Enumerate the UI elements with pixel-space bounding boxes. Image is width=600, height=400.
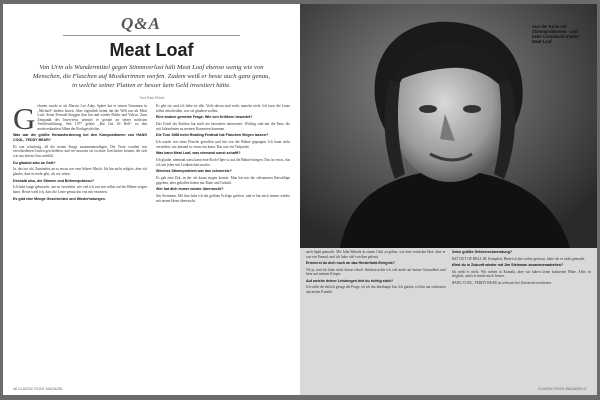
interview-question: Welches Stimmproblem war das schwerste?: [156, 169, 232, 174]
magazine-spread: [3, 4, 597, 395]
page-number-right: CLASSIC ROCK MAGAZIN 47: [537, 387, 587, 391]
right-columns: [306, 250, 591, 386]
photo-caption: Aus der Krise mit Stimmproblemen - und beim Comeback wieder: Meat Loaf: [532, 24, 580, 44]
interview-question: Deshalb also, die Stimme und Bühnenpräsenz?: [13, 178, 95, 183]
interview-answer: Oh ja, und ich habe mich davon erholt. Seitdem achte ich viel mehr auf meine Gesundheit und höre auf meinen Körper.: [306, 267, 446, 276]
interview-question: Wer hat dich immer wieder überrascht?: [156, 187, 224, 192]
interview-question: Du glaubst also an Gott?: [13, 160, 56, 165]
interview-question: Eine andere gemeine Frage: Wie von Kritikern bewertet?: [156, 115, 253, 120]
page-number-left: 46 CLASSIC ROCK MAGAZIN: [13, 387, 63, 391]
interview-answer: Es war schwierig, all die neuen Songs zusammenzufügen. Die Texte wurden von verschiedenen Leuten geschrieben, und wir mussten sie zu einer Geschichte formen, die sich wie aus einem Guss anfühlt.: [13, 144, 147, 158]
article-columns: [13, 101, 290, 382]
interview-answer: BAT OUT OF HELL III: Komplett. Hätte ich das vorher gewusst, hätte ich es nicht gemacht.: [451, 256, 586, 261]
right-column-1: [306, 250, 446, 386]
interview-question: Was kann Meat Loaf, was niemand sonst schafft?: [156, 151, 241, 156]
interview-question: Deine größte Geldverschwendung?: [451, 250, 513, 254]
interview-question: Wirst du in Zukunft wieder mit Jim Steinman zusammenarbeiten?: [451, 263, 564, 267]
interview-answer: Ich glaube, niemand sonst kann eine Rock-Oper so auf die Bühne bringen. Das ist etwas, das ich seit jeher mit Leidenschaft mache.: [156, 158, 290, 167]
intro-text: eboren wurde er als Marvin Lee Aday. Später hat er seinen Vornamen in „Michael“ ändern lassen. Aber eigentlich kennt ihn die Welt nur als Meat Loaf. Seine Freunde bloggen ihm hin und wieder Bilder und Videos. Zum Zeitpunkt des Interviews arbeitet er gerade an seiner nächsten Veröffentlichung. Seit 1977 gehört „Bat Out Of Hell“ zu den meistverkauften Alben der Rockgeschichte.: [37, 104, 147, 131]
interview-answer: Ich weiß es nicht. Wir stehen in Kontakt, aber wir haben keine konkreten Pläne. Alles ist möglich, und ich würde mich freuen.: [451, 269, 591, 278]
drop-cap: G: [13, 101, 36, 136]
right-column-2: [452, 250, 592, 386]
right-page: [300, 4, 597, 395]
article-title: Meat Loaf: [109, 40, 194, 60]
interview-question: Auf welche deiner Leistungen bist du richtig stolz?: [306, 278, 394, 283]
interview-answer: Es gibt sie, und ich liebe sie alle. Viele davon sind wahr, manche nicht. Ich lasse die Leute selbst entscheiden, was sie glauben wollen.: [156, 104, 290, 113]
interview-answer: Es gab eine Zeit, in der ich kaum singen konnte. Man hat mir die seltsamsten Ratschläge gegeben, aber geholfen haben nur Ruhe und Geduld.: [156, 176, 290, 185]
interview-answer: Ja, das tue ich. Zumindest an so etwas wie eine höhere Macht. Ich bin nicht religiös, aber ich glaube, dass es mehr gibt, als wir sehen.: [13, 167, 147, 176]
interview-answer: Ich wurde von einer Flasche getroffen und bin von der Bühne gegangen. Ich kann nicht verstehen, wie jemand so etwas tun kann. Das war ein Tiefpunkt.: [156, 140, 290, 149]
interview-answer: HANG COOL, TEDDY BEAR ist weltweit bei Universal erschienen.: [451, 280, 552, 285]
interview-question: Die Tour 1988 beim Reading Festival hat Flaschen fliegen lassen?: [156, 133, 269, 138]
interview-question: Erinnerst du dich noch an das Herzinfarkt-Ereignis?: [306, 261, 395, 265]
intro-paragraph: [13, 101, 147, 136]
interview-question: Was war die größte Herausforderung bei den Kompositionen von HANG COOL, TEDDY BEAR?: [13, 133, 147, 143]
article-byline: Text Paul Elliott: [139, 96, 164, 100]
left-page: [3, 4, 300, 395]
logo-rule: [63, 35, 240, 36]
interview-question: Es gibt eine Menge Geschichten und Wiederholungen.: [13, 196, 106, 201]
interview-answer: Ich habe lange gebraucht, um zu verstehen, wie viel ich von mir selbst auf der Bühne zeigen kann. Heute weiß ich, dass die Leute genau das von mir erwarten.: [13, 185, 147, 194]
qa-logo: Q&A: [121, 14, 161, 33]
interview-answer: Das Urteil der Kritiker hat mich nie besonders interessiert. Wichtig sind mir die Fans, die seit Jahrzehnten zu meinen Konzerten kommen.: [156, 122, 290, 131]
interview-answer: Ich stelle dir ehrlich gesagt die Frage, ob ich das überhaupt bin. Ich glaube, ich bin am stolzesten auf meine Familie.: [306, 285, 446, 294]
interview-answer: nach Spaß gemacht. Mit John Belushi in einem Club zu gehen, wie eine verrückte Idee: aber er war ein Freund, und ich habe viel von ihm gelernt.: [306, 250, 446, 259]
interview-answer: Jim Steinman. Mit ihm habe ich die größten Erfolge gefeiert, und er hat mich immer wieder mit neuen Ideen überrascht.: [156, 194, 290, 203]
article-lead: Von Urin als Wundermittel gegen Stimmverlust hält Meat Loaf ebenso wenig wie von Menschen, die Flaschen auf Musikerinnen werfen. Zudem weiß er beste auch ganz genau, in welche seiner Platten er besser kein Geld investiert hätte.: [32, 64, 271, 89]
